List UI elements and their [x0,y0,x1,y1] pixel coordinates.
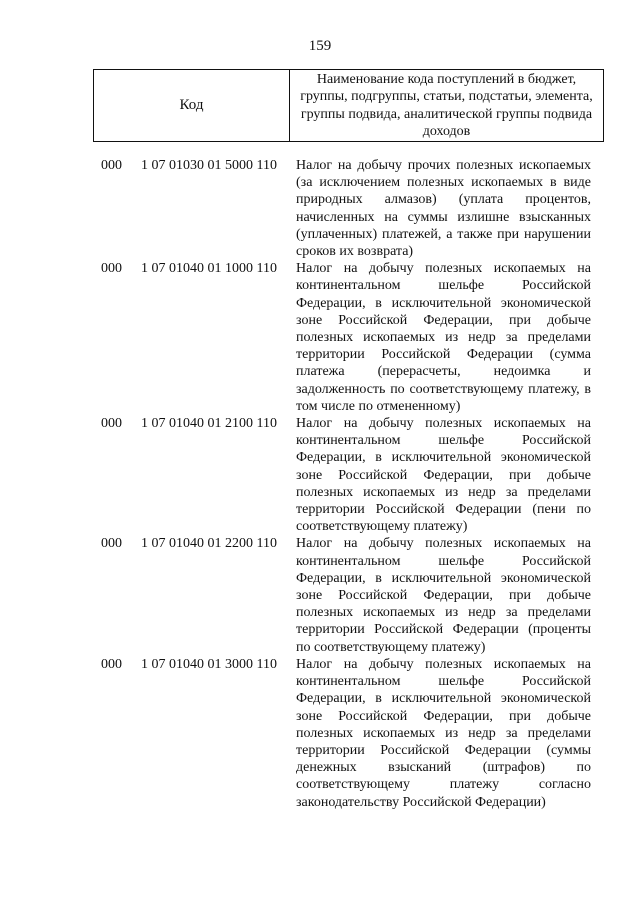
admin-code: 000 [101,261,122,277]
revenue-code: 1 07 01040 01 1000 110 [141,261,277,277]
revenue-description: Налог на добычу полезных ископаемых на континентальном шельфе Российской Федерации, в исключительной экономической зоне Российской Федерации, при добыче полезных ископаемых из недр за пределами территории Российской Федерации (проценты по соответствующему платежу) [296,536,591,655]
admin-code: 000 [101,536,122,552]
admin-code: 000 [101,656,122,672]
revenue-description: Налог на добычу полезных ископаемых на континентальном шельфе Российской Федерации, в исключительной экономической зоне Российской Федерации, при добыче полезных ископаемых из недр за пределами территории Российской Федерации (пени по соответствующему платежу) [296,416,591,535]
revenue-code: 1 07 01030 01 5000 110 [141,158,277,173]
table-header [93,69,604,142]
revenue-code: 1 07 01040 01 2200 110 [141,536,277,552]
page-number: 159 [308,38,332,54]
table-row [101,415,591,535]
revenue-code: 1 07 01040 01 2100 110 [141,416,277,432]
table-row [101,157,591,260]
table-row [101,535,591,655]
revenue-description: Налог на добычу полезных ископаемых на континентальном шельфе Российской Федерации, в исключительной экономической зоне Российской Федерации, при добыче полезных ископаемых из недр за пределами территории Российской Федерации (сумма платежа (перерасчеты, недоимка и задолженность по соответствующему платежу, в том числе по отмененному) [296,261,591,414]
table-row [101,656,591,811]
revenue-description: Налог на добычу полезных ископаемых на континентальном шельфе Российской Федерации, в исключительной экономической зоне Российской Федерации, при добыче полезных ископаемых из недр за пределами территории Российской Федерации (суммы денежных взысканий (штрафов) по соответствующему платежу согласно законодательству Российской Федерации) [296,656,591,810]
table-row [101,260,591,415]
revenue-code: 1 07 01040 01 3000 110 [141,656,277,672]
admin-code: 000 [101,416,122,432]
table-body [101,157,591,811]
header-code-cell: Код [94,70,290,141]
admin-code: 000 [101,158,122,173]
header-name-cell: Наименование кода поступлений в бюджет, группы, подгруппы, статьи, подстатьи, элемента, группы подвида, аналитической группы подвида доходов [300,71,593,139]
revenue-description: Налог на добычу прочих полезных ископаемых (за исключением полезных ископаемых в виде природных алмазов) (уплата процентов, начисленных на суммы излишне взысканных (уплаченных) платежей, а также при нарушении сроков их возврата) [296,158,591,260]
